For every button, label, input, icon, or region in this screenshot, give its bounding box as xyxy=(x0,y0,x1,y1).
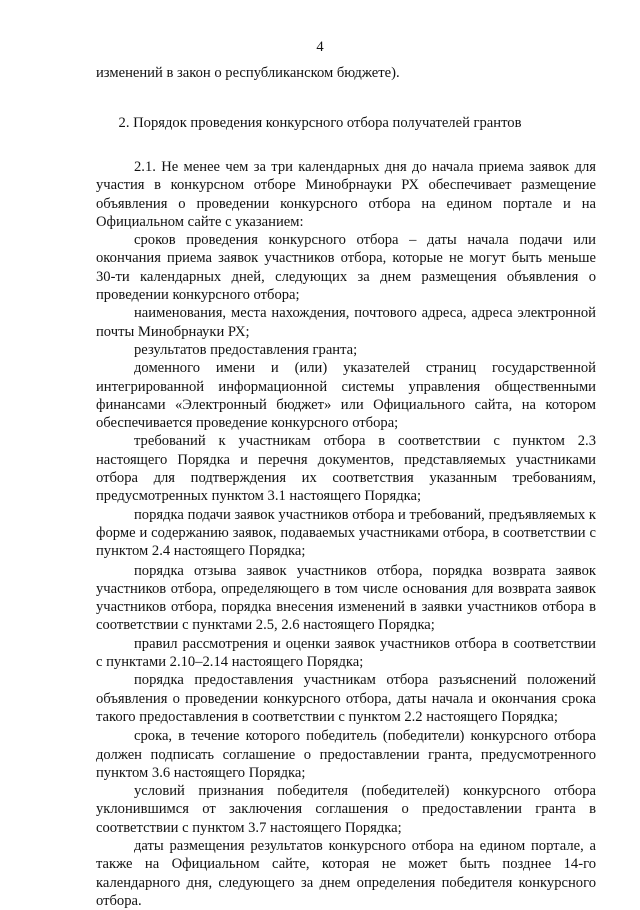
section-body xyxy=(96,158,596,910)
page-number: 4 xyxy=(316,39,324,55)
list-item-participant-requirements: требований к участникам отбора в соответствии с пунктом 2.3 настоящего Порядка и перечня документов, представляемых участниками отбора для подтверждения их соответствия указанным требованиям, предусмотренных пунктом 3.1 настоящего Порядка; xyxy=(96,433,596,505)
list-item-clarifications: порядка предоставления участникам отбора разъяснений положений объявления о проведении конкурсного отбора, даты начала и окончания срока такого предоставления в соответствии с пунктом 2.2 настоящего Порядка; xyxy=(96,672,596,725)
list-item-agreement-deadline: срока, в течение которого победитель (победители) конкурсного отбора должен подписать соглашение о предоставлении гранта, предусмотренного пунктом 3.6 настоящего Порядка; xyxy=(96,728,596,781)
list-item-ministry-address: наименования, места нахождения, почтового адреса, адреса электронной почты Минобрнауки РХ; xyxy=(96,305,596,340)
section-heading: 2. Порядок проведения конкурсного отбора получателей грантов xyxy=(118,115,522,131)
list-item-deadlines: сроков проведения конкурсного отбора – даты начала подачи или окончания приема заявок участников отбора, которые не могут быть меньше 30-ти календарных дней, следующих за днем размещения объявления о проведении конкурсного отбора; xyxy=(96,232,596,304)
list-item-withdrawal-procedure: порядка отзыва заявок участников отбора, порядка возврата заявок участников отбора, определяющего в том числе основания для возврата заявок участников отбора, порядка внесения изменений в заявки участников отбора в соответствии с пунктами 2.5, 2.6 настоящего Порядка; xyxy=(96,562,596,634)
list-item-results-publication: даты размещения результатов конкурсного отбора на едином портале, а также на Официальном сайте, которая не может быть позднее 14-го календарного дня, следующего за днем определения победителя конкурсного отбора. xyxy=(96,837,596,909)
paragraph-2-1-intro: 2.1. Не менее чем за три календарных дня до начала приема заявок для участия в конкурсном отборе Минобрнауки РХ обеспечивает размещение объявления о проведении конкурсного отбора на едином портале и на Официальном сайте с указанием: xyxy=(96,159,596,230)
list-item-evaluation-rules: правил рассмотрения и оценки заявок участников отбора в соответствии с пунктами 2.10–2.14 настоящего Порядка; xyxy=(96,635,596,671)
continuation-line: изменений в закон о республиканском бюджете). xyxy=(96,65,400,81)
list-item-evasion-conditions: условий признания победителя (победителей) конкурсного отбора уклонившимся от заключения соглашения о предоставлении гранта в соответствии с пунктом 3.7 настоящего Порядка; xyxy=(96,783,596,836)
list-item-application-procedure: порядка подачи заявок участников отбора и требований, предъявляемых к форме и содержанию заявок, подаваемых участниками отбора, в соответствии с пунктом 2.4 настоящего Порядка; xyxy=(96,506,596,560)
list-item-grant-results: результатов предоставления гранта; xyxy=(134,341,358,358)
list-item-domain-name: доменного имени и (или) указателей страниц государственной интегрированной информационной системы управления общественными финансами «Электронный бюджет» или Официального сайта, на котором обеспечивается проведение конкурсного отбора; xyxy=(96,360,596,432)
